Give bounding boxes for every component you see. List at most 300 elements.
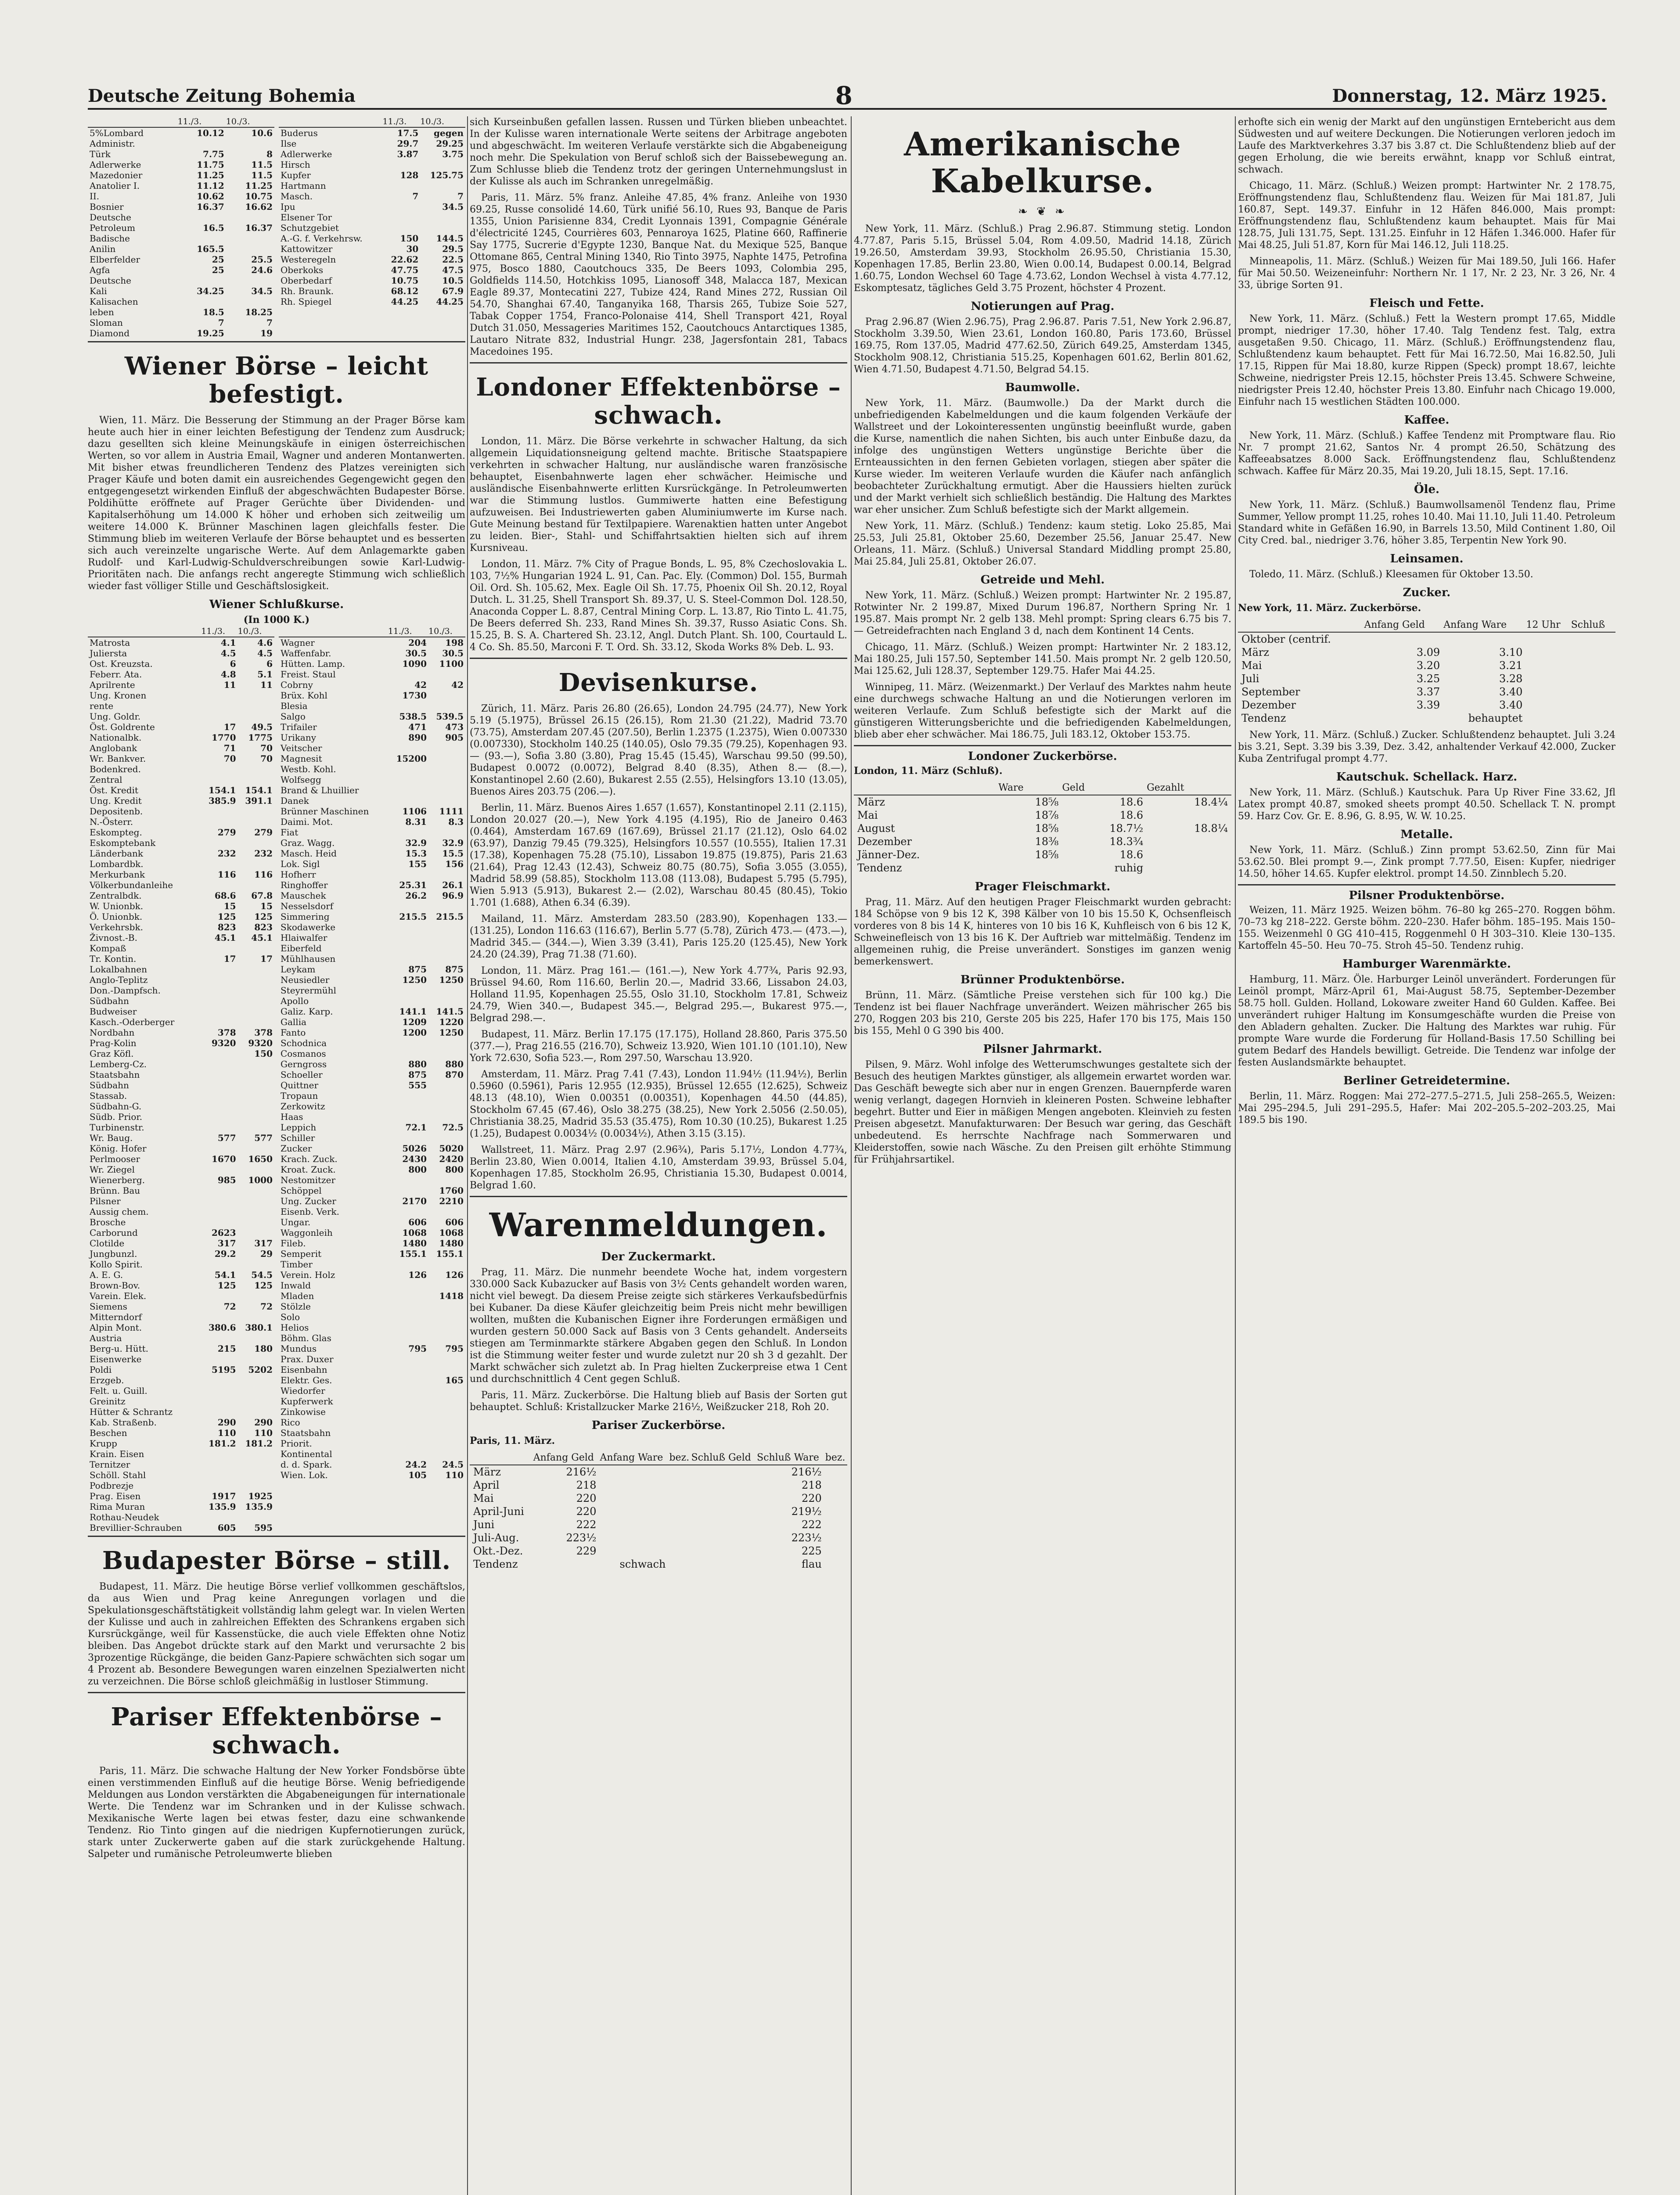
wien-quote-label: Krach. Zuck.	[281, 1154, 338, 1164]
newyork-zucker-value: 3.40	[1499, 699, 1523, 711]
paris-zucker-value: 222	[801, 1519, 822, 1531]
wien-quote-label: Solo	[281, 1312, 300, 1322]
berlin-quote-value: 11.75	[197, 159, 224, 170]
wien-quote-value: 1068	[402, 1227, 427, 1238]
wien-quote-value: 15.5	[442, 848, 464, 859]
berlin-quote-label: Rh. Braunk.	[281, 286, 334, 296]
wien-quote-value	[201, 838, 237, 848]
wien-quote-row	[88, 1249, 274, 1259]
paris-title: Pariser Effektenbörse – schwach.	[111, 1702, 442, 1760]
getreide-title: Getreide und Mehl.	[980, 573, 1105, 587]
wien-quote-label: Waffenfabr.	[281, 648, 331, 658]
wien-quote-label: Gerngross	[281, 1059, 327, 1069]
london-zucker-label: März	[857, 796, 885, 808]
newyork-zucker-value: 3.21	[1499, 659, 1523, 672]
kaffee-title: Kaffee.	[1404, 414, 1450, 427]
wien-quote-row	[279, 1175, 465, 1185]
london-kurse-text: London, 11. März. 7% City of Prague Bonds, L. 95, 8% Czechoslovakia L. 103, 7½% Hungarian 1924 L. 91, Can. Pac. Ely. (Common) Dol. 155, Burmah Oil. Ord. Sh. 105.62, Mex. Eagle Oil Sh. 17.75, Phoenix Oil Sh. 20.12, Royal Dutch. L. 31.25, Shell Transport Sh. 89.37, U. S. Steel-Common Dol. 128.50, Anaconda Copper L. 8.87, Central Mining Corp. L. 13.87, Rio Tinto L. 41.75, De Beers deferred Sh. 233, Rand Mines Sh. 39.37, Russo Asiatic Cons. Sh. 15.25, B. S. A. Chartered Sh. 23.12, Angl. Dutch Plant. Sh. 100, Courtauld L. 4 Co. Sh. 85.50, Marconi F. T. Ord. Sh. 33.12, Skoda Works 8% Deb. L. 93.	[470, 559, 847, 653]
wien-quote-value: 1090	[402, 658, 427, 669]
london-zucker-value: 18.4¼	[1194, 796, 1228, 808]
wien-quote-row	[279, 1375, 465, 1385]
wien-quote-value: 26.2	[405, 890, 427, 901]
wien-quote-value	[388, 1101, 428, 1112]
wien-quote-row	[279, 996, 465, 1006]
wien-quote-value	[201, 1396, 237, 1407]
paris-zucker-value: 219½	[791, 1505, 822, 1518]
wien-quote-value	[428, 1133, 465, 1143]
berlin-quote-value	[383, 159, 421, 170]
wien-quote-value: 1250	[402, 975, 427, 985]
wien-quote-value: 317	[217, 1238, 236, 1249]
wien-quote-label: Juliersta	[90, 648, 127, 658]
wien-quote-value	[201, 1185, 237, 1196]
berlin-quote-value: 16.5	[203, 223, 224, 233]
wien-quote-row	[279, 954, 465, 964]
berlin-quote-row	[279, 202, 465, 212]
wien-quote-row	[88, 774, 274, 785]
berlin-quote-value: 67.9	[442, 286, 464, 296]
wien-quote-value	[201, 985, 237, 996]
berlin-quote-row	[88, 307, 274, 317]
wien-quote-row	[88, 901, 274, 911]
wien-quote-value	[388, 1385, 428, 1396]
berlin-quote-label: Mazedonier	[90, 170, 143, 180]
wien-quote-row	[279, 795, 465, 806]
wien-quote-row	[279, 1227, 465, 1238]
london-zucker-header-cell	[854, 781, 998, 795]
wien-quote-row	[88, 911, 274, 922]
wien-quote-label: Zentralbdk.	[90, 890, 142, 901]
paris-zucker-row	[470, 1505, 847, 1518]
newyork-zucker-value	[1526, 672, 1571, 685]
berlin-quote-value: 7	[218, 317, 224, 328]
wien-quote-row	[279, 774, 465, 785]
newyork-zucker-table	[1238, 619, 1615, 725]
wien-quote-value	[388, 901, 428, 911]
wien-quote-row	[279, 1238, 465, 1249]
wien-quote-value	[428, 753, 465, 764]
wien-quote-label: Clotilde	[90, 1238, 125, 1249]
wien-quote-label: Prax. Duxer	[281, 1354, 334, 1364]
berlin-quote-value: 18.5	[203, 307, 224, 317]
wien-quote-row	[88, 838, 274, 848]
wien-quote-label: Zucker	[281, 1143, 312, 1154]
berlin-quote-row	[279, 212, 465, 223]
wien-quote-value	[238, 1185, 274, 1196]
berlin-quote-value: 10.75	[245, 191, 273, 202]
newyork-zucker-header-cell: Anfang Geld	[1364, 619, 1444, 632]
wien-quote-value	[428, 1112, 465, 1122]
wien-quote-row	[88, 1206, 274, 1217]
kaffee-text: New York, 11. März. (Schluß.) Kaffee Tendenz mit Promptware flau. Rio Nr. 7 prompt 21.62, Santos Nr. 4 prompt 26.50, Schätzung des Kaffeeabsatzes 8.000 Sack. Eröffnungstendenz flau, Schlußtendenz schwach. Kaffee für März 20.35, Mai 19.20, Juli 18.15, Sept. 17.16.	[1238, 430, 1615, 477]
wien-quote-value	[238, 1217, 274, 1227]
wien-quote-label: Verkehrsbk.	[90, 922, 143, 932]
wien-quote-row	[279, 1217, 465, 1227]
newyork-zucker-value	[1526, 685, 1571, 698]
london-zucker-value: 18⅝	[1035, 849, 1059, 861]
wien-quote-row	[279, 1059, 465, 1069]
divider	[1238, 884, 1615, 885]
wien-quote-value: 72.1	[405, 1122, 427, 1133]
wien-quote-value	[201, 817, 237, 827]
wien-quote-row	[279, 932, 465, 943]
wien-quote-row	[88, 1291, 274, 1301]
wien-quote-label: Gallia	[281, 1017, 307, 1027]
wien-quote-value	[201, 1101, 237, 1112]
wien-quote-value	[428, 1428, 465, 1438]
wien-quote-value: 473	[445, 722, 464, 732]
london-zucker-value	[1147, 861, 1231, 874]
wien-quote-row	[279, 732, 465, 743]
wien-quote-label: Zerkowitz	[281, 1101, 325, 1112]
wien-quote-value	[238, 701, 274, 711]
wien-quote-value	[388, 1364, 428, 1375]
wien-quote-value	[388, 795, 428, 806]
berlin-quote-label: Rh. Spiegel	[281, 296, 332, 307]
newyork-zucker-value: 3.25	[1416, 673, 1440, 685]
page-number: 8	[835, 81, 853, 110]
wien-quote-value	[428, 1280, 465, 1291]
wien-quote-label: Anglobank	[90, 743, 137, 753]
wien-quote-row	[279, 722, 465, 732]
wien-quote-value: 215.5	[436, 911, 464, 922]
berlin-quote-row	[88, 223, 274, 233]
berlin-quote-label: Diamond	[90, 328, 130, 338]
wien-quote-value: 2170	[402, 1196, 427, 1206]
budapest-title: Budapester Börse – still.	[102, 1546, 451, 1575]
wien-quote-value: 2623	[211, 1227, 236, 1238]
paris-zucker-value	[669, 1505, 691, 1518]
wien-quote-label: Wienerberg.	[90, 1175, 145, 1185]
berlin-quote-value	[383, 212, 421, 223]
wien-quote-value: 1775	[248, 732, 273, 743]
wien-quote-label: Südbahn-G.	[90, 1101, 142, 1112]
berlin-quote-row	[279, 244, 465, 254]
wien-quote-label: Völkerbundanleihe	[90, 880, 173, 890]
wien-quote-value	[201, 1048, 237, 1059]
wien-quote-value: 5020	[439, 1143, 464, 1154]
wien-quote-label: Lemberg-Cz.	[90, 1059, 147, 1069]
fleischmarkt-text: Prag, 11. März. Auf den heutigen Prager Fleischmarkt wurden gebracht: 184 Schöpse von 9 bis 12 K, 398 Kälber von 10 bis 15.50 K, Ochsenfleisch vorderes von 8 bis 14 K, hinteres von 10 bis 16 K, Kuhfleisch von 6 bis 12 K, Schweinefleisch von 13 bis 16 K. Der Auftrieb war mittelmäßig. Tendenz im allgemeinen ruhig, die Preise unverändert. Sonstiges im ganzen wenig bemerkenswert.	[854, 897, 1231, 967]
hamburger-text: Hamburg, 11. März. Öle. Harburger Leinöl unverändert. Forderungen für Leinöl prompt, März-April 61, Mai-August 58.75, September-Dezember 58.75 holl. Gulden. Holland, Lokoware zweiter Hand 60 Gulden. Kaffee. Bei unverändert ruhiger Haltung im Konsumgeschäfte wurden die Preise von den Abladern gehalten. Zucker. Die Haltung des Marktes war ruhig. Für prompte Ware wurde die Forderung für Holland-Basis 17.50 Schilling bei gutem Bedarf des Handels bewilligt. Getreide. Die Tendenz war infolge der festen Auslandsmärkte behauptet.	[1238, 974, 1615, 1068]
paris-zucker-value	[600, 1492, 669, 1505]
wien-quote-value	[238, 1196, 274, 1206]
paris-zucker-row	[470, 1544, 847, 1558]
wien-quote-value	[388, 932, 428, 943]
wien-quote-row	[279, 1143, 465, 1154]
wien-quote-label: Graz Köfl.	[90, 1048, 134, 1059]
berlin-quote-label: Agfa	[90, 265, 110, 275]
wien-quote-label: Quittner	[281, 1080, 319, 1090]
wien-quote-label: Rothau-Neudek	[90, 1512, 159, 1522]
wien-quote-value	[428, 1175, 465, 1185]
paris-zucker-value: 218	[801, 1479, 822, 1491]
wien-quote-label: Brosche	[90, 1217, 126, 1227]
wien-quote-label: Kasch.-Oderberger	[90, 1017, 175, 1027]
wien-quote-row	[279, 890, 465, 901]
wien-quote-value: 1480	[439, 1238, 464, 1249]
wien-quote-value: 1730	[402, 690, 427, 701]
berlin-quote-value	[178, 138, 226, 149]
wien-quote-label: Brünn. Bau	[90, 1185, 140, 1196]
london-zucker-value: 18.6	[1119, 809, 1144, 821]
wien-quote-value: 24.5	[442, 1459, 464, 1470]
wien-quote-label: Schoeller	[281, 1069, 323, 1080]
column-3	[854, 116, 1231, 2195]
paris-zucker-value	[691, 1531, 757, 1544]
zucker-sub: New York, 11. März. Zuckerbörse.	[1238, 602, 1421, 614]
newyork-zucker-label: Dezember	[1241, 699, 1296, 711]
wien-quote-row	[88, 1501, 274, 1512]
wien-quote-value: 15	[223, 901, 236, 911]
wien-quote-row	[279, 785, 465, 795]
wien-quote-row	[88, 1259, 274, 1270]
wien-quote-value	[238, 1480, 274, 1491]
wien-quote-row	[279, 859, 465, 869]
wien-quote-row	[88, 1227, 274, 1238]
wien-quote-label: Perlmooser	[90, 1154, 140, 1164]
berlin-quote-value	[178, 296, 226, 307]
wien-quote-value: 380.1	[245, 1322, 273, 1333]
wien-quote-value	[388, 985, 428, 996]
wien-quote-row	[88, 890, 274, 901]
wien-quote-label: Zinkowise	[281, 1407, 326, 1417]
wien-quote-value: 1111	[439, 806, 464, 817]
wien-quote-value: 232	[254, 848, 273, 859]
wien-quote-value	[388, 1291, 428, 1301]
wien-quote-value: 155	[408, 859, 427, 869]
zuckermarkt-text-2: Paris, 11. März. Zuckerbörse. Die Haltung blieb auf Basis der Sorten gut behauptet. Schluß: Kristallzucker Marke 216½, Weißzucker 218, Roh 20.	[470, 1390, 847, 1413]
wien-kurse-sub: (In 1000 K.)	[243, 614, 310, 626]
wien-quote-label: Südbahn	[90, 1080, 129, 1090]
wien-quote-value	[428, 1417, 465, 1428]
wien-quote-row	[88, 996, 274, 1006]
wien-quote-value: 70	[223, 753, 236, 764]
berlin-quote-value: 10.5	[442, 275, 464, 286]
wien-quote-value	[201, 1122, 237, 1133]
berlin-quote-label: Deutsche	[90, 212, 131, 223]
berlin-quote-row	[88, 296, 274, 307]
wien-quote-label: Prag-Kolin	[90, 1038, 137, 1048]
newyork-zucker-value	[1526, 712, 1571, 725]
newyork-zucker-value: 3.10	[1499, 646, 1523, 658]
pilsner-jahrmarkt-title: Pilsner Jahrmarkt.	[983, 1043, 1102, 1056]
wien-quote-value	[238, 1017, 274, 1027]
berlin-quote-row	[88, 170, 274, 180]
wien-quote-value	[201, 1333, 237, 1343]
wien-quote-value: 45.1	[214, 932, 236, 943]
wien-quote-label: Freist. Staul	[281, 669, 336, 680]
wien-quote-row	[279, 764, 465, 774]
wien-quote-row	[279, 1312, 465, 1322]
wien-quote-value: 577	[217, 1133, 236, 1143]
wien-quote-label: Skodawerke	[281, 922, 336, 932]
paris-zucker-value	[691, 1558, 757, 1571]
wien-quote-label: Merkurbank	[90, 869, 145, 880]
pilsner-jahrmarkt-text: Pilsen, 9. März. Wohl infolge des Wetterumschwunges gestaltete sich der Besuch des heutigen Marktes günstiger, als allgemein erwartet worden war. Das Geschäft bewegte sich aber nur in engen Grenzen. Bauernpferde waren wenig verlangt, dagegen Hornvieh in kleineren Posten. Schweine lebhafter begehrt. Butter und Eier in mäßigen Mengen angeboten. Kleinvieh zu festen Preisen abgesetzt. Manufakturwaren: Der Besuch war gering, das Geschäft unbedeutend. Es herrschte Nachfrage nach Sommerwaren und Kleiderstoffen, sowie nach Wäsche. Zu den Preisen gilt erhöhte Stimmung für Frühjahrsartikel.	[854, 1059, 1231, 1165]
paris-zucker-value	[825, 1465, 847, 1479]
wien-quote-label: Ung. Kredit	[90, 795, 142, 806]
wien-quote-value: 5202	[248, 1364, 273, 1375]
wien-quote-row	[279, 964, 465, 975]
berlin-quote-row	[88, 159, 274, 170]
berlin-quote-value: 25.5	[251, 254, 273, 265]
wien-quote-value	[201, 1112, 237, 1122]
wien-quote-value: 800	[445, 1164, 464, 1175]
paris-zucker-label: April-Juni	[473, 1505, 524, 1518]
wien-quote-value: 154.1	[208, 785, 236, 795]
leinsamen-text: Toledo, 11. März. (Schluß.) Kleesamen für Oktober 13.50.	[1249, 569, 1533, 580]
wien-quote-row	[88, 1375, 274, 1385]
wien-quote-row	[88, 1080, 274, 1090]
wien-quote-value	[388, 869, 428, 880]
pariser-zuckerboerse-title: Pariser Zuckerbörse.	[591, 1419, 726, 1432]
berlin-quote-row	[88, 212, 274, 223]
wien-quote-label: Öst. Goldrente	[90, 722, 155, 732]
wien-quote-label: Leppich	[281, 1122, 317, 1133]
wien-quote-value	[238, 1090, 274, 1101]
berlin-quote-value: 11.12	[197, 180, 224, 191]
wien-quote-row	[88, 1417, 274, 1428]
wien-quote-row	[88, 806, 274, 817]
wien-quote-label: Mladen	[281, 1291, 314, 1301]
berlin-quote-header-cell: 11./3.	[178, 116, 226, 127]
wien-quote-row	[88, 985, 274, 996]
wien-quote-label: Lombardbk.	[90, 859, 144, 869]
newyork-zucker-row	[1238, 672, 1615, 685]
wien-quote-header-cell: 10./3.	[428, 626, 465, 637]
paris-zucker-value	[825, 1544, 847, 1558]
wien-quote-label: Südb. Prior.	[90, 1112, 143, 1122]
wien-quote-row	[279, 1333, 465, 1343]
wien-quote-label: Graz. Wagg.	[281, 838, 335, 848]
wien-quote-label: Kontinental	[281, 1449, 332, 1459]
wien-quote-label: Priorit.	[281, 1438, 312, 1449]
wien-quote-value	[428, 922, 465, 932]
berlin-quote-value	[226, 244, 274, 254]
berlin-quote-value: 22.5	[442, 254, 464, 265]
wien-quote-value	[201, 1196, 237, 1206]
newyork-zucker-label: September	[1241, 686, 1300, 698]
wien-quote-row	[279, 880, 465, 890]
wien-quote-row	[88, 1512, 274, 1522]
wien-quote-row	[88, 1059, 274, 1069]
wien-kurse-title: Wiener Schlußkurse.	[209, 598, 344, 611]
wien-quote-value: 54.5	[251, 1270, 273, 1280]
wien-quote-label: Wien. Lok.	[281, 1470, 328, 1480]
column-1	[88, 116, 465, 2195]
wien-quote-label: Urikany	[281, 732, 317, 743]
wien-quote-row	[88, 869, 274, 880]
wien-quote-value: 6	[230, 658, 236, 669]
berlin-quote-value: 11.5	[251, 170, 273, 180]
wien-quote-row	[88, 954, 274, 964]
wien-quote-label: Depositenb.	[90, 806, 143, 817]
wien-quote-label: Feberr. Ata.	[90, 669, 142, 680]
wien-quote-value	[428, 1080, 465, 1090]
wien-quote-label: Länderbank	[90, 848, 144, 859]
london-text: London, 11. März. Die Börse verkehrte in schwacher Haltung, da sich allgemein Liquidationsneigung geltend machte. Britische Staatspapiere verkehrten in schwacher Haltung, nur ausländische waren französische behauptet, Eisenbahnwerte lagen eher schwächer. Heimische und ausländische Eisenbahnwerte erlitten Kursrückgänge. In Petroleumwerten war die Stimmung lustlos. Gummiwerte hatten eine Befestigung aufzuweisen. Bei Industriewerten gaben Aluminiumwerte im Kurse nach. Gute Meinung bestand für Textilpapiere. Warenaktien hatten unter Angebot zu leiden. Bier-, Stahl- und Schiffahrtsaktien hielten sich auf ihrem Kursniveau.	[470, 436, 847, 554]
baumwolle-text: New York, 11. März. (Baumwolle.) Da der Markt durch die unbefriedigenden Kabelmeldungen und die kaum folgenden Verkäufe der Wallstreet und der Lokointeressenten ungünstig beeinflußt wurde, gaben die Kurse, namentlich die nahen Sichten, bis auch unter Einbuße dazu, da infolge des ungünstigen Wetters ungünstige Berichte über die Ernteaussichten in den fernen Gebieten vorlagen, stiegen aber später die Kurse wieder. Im weiteren Verlaufe wurden die Käufer nach anfänglich beobachteter Zurückhaltung ermutigt. Aber die Haussiers hielten zurück und der Markt verhielt sich schließlich beständig. Die Haltung des Marktes war eher unsicher. Zum Schluß befestigte sich der Markt allgemein.	[854, 398, 1231, 515]
berlin-quote-value	[226, 212, 274, 223]
wien-quote-value	[388, 1038, 428, 1048]
wien-quote-row	[279, 743, 465, 753]
wien-quote-row	[88, 943, 274, 954]
wien-quote-row	[88, 1122, 274, 1133]
london-zucker-value	[998, 861, 1062, 874]
wien-quote-value	[201, 701, 237, 711]
newyork-zucker-value	[1364, 632, 1444, 646]
zucker-title: Zucker.	[1403, 586, 1451, 599]
wien-quote-row	[88, 964, 274, 975]
wien-quote-label: Erzgeb.	[90, 1375, 124, 1385]
berlin-quote-value	[226, 138, 274, 149]
devisen-title: Devisenkurse.	[558, 668, 759, 697]
wien-quote-value	[428, 943, 465, 954]
paris-zucker-value	[691, 1465, 757, 1479]
wien-quote-label: Krain. Eisen	[90, 1449, 144, 1459]
london-zucker-label: Mai	[857, 809, 878, 821]
wien-quote-label: Schöll. Stahl	[90, 1470, 146, 1480]
wien-quote-value: 96.9	[442, 890, 464, 901]
wien-quote-value: 539.5	[436, 711, 464, 722]
wien-quote-row	[279, 1249, 465, 1259]
wien-quote-value: 5195	[211, 1364, 236, 1375]
wien-quote-value	[238, 1385, 274, 1396]
wien-quote-value: 25.31	[399, 880, 427, 890]
wien-quote-value	[201, 1206, 237, 1217]
chicago-weizen-text: Chicago, 11. März. (Schluß.) Weizen prompt: Hartwinter Nr. 2 178.75, Eröffnungstendenz flau, Schlußtendenz flau. Weizen für Mai 181.87, Juli 160.87, Sept. 149.37. Einfuhr in 12 Häfen 846.000, Mais prompt: Eröffnungstendenz flau, Schlußtendenz kaum behauptet. Mais für Mai 128.75, Juli 131.75, Sept. 131.25. Einfuhr in 12 Häfen 1.346.000. Hafer für Mai 48.25, Juli 51.87, Korn für Mai 146.12, Juli 118.25.	[1238, 180, 1615, 251]
berlin-quote-value: 7	[412, 191, 419, 202]
wien-quote-row	[88, 795, 274, 806]
london-zucker-label: Jänner-Dez.	[857, 849, 920, 861]
wien-quote-value: 26.1	[442, 880, 464, 890]
wien-quote-label: Mühlhausen	[281, 954, 336, 964]
wien-quote-value	[238, 1143, 274, 1154]
kabelkurse-title: Amerikanische Kabelkurse.	[904, 126, 1181, 200]
wien-quote-value: 605	[217, 1522, 236, 1533]
berlin-quote-label: Oberkoks	[281, 265, 324, 275]
wien-quote-value	[238, 1333, 274, 1343]
wien-quote-value	[201, 1006, 237, 1017]
wien-quote-value: 17	[223, 722, 236, 732]
wien-quote-label: Rima Muran	[90, 1501, 145, 1512]
wien-quote-label: Brand & Lhuillier	[281, 785, 359, 795]
running-head	[88, 83, 1607, 110]
wien-quote-value	[388, 669, 428, 680]
berlin-quote-value: 25	[212, 254, 224, 265]
wien-quote-label: Siemens	[90, 1301, 127, 1312]
wien-quote-label: Veitscher	[281, 743, 322, 753]
berlin-quote-value: 34.25	[197, 286, 224, 296]
wien-quote-row	[279, 922, 465, 932]
berlin-quote-value: 44.25	[391, 296, 419, 307]
wien-quote-value	[238, 1227, 274, 1238]
wien-quote-row	[279, 669, 465, 680]
wien-quote-row	[279, 1017, 465, 1027]
london-zucker-value	[1147, 809, 1231, 822]
wien-quote-value: 795	[408, 1343, 427, 1354]
wien-quote-value: 181.2	[208, 1438, 236, 1449]
wien-quote-value: 110	[445, 1470, 464, 1480]
wien-quote-row	[279, 1291, 465, 1301]
berlin-quote-header-cell	[88, 116, 178, 127]
wien-quote-label: Simmering	[281, 911, 330, 922]
wien-quote-row	[88, 1006, 274, 1017]
wien-quote-value: 1209	[402, 1017, 427, 1027]
wien-quote-value: 4.8	[220, 669, 236, 680]
wien-quote-value	[238, 1375, 274, 1385]
